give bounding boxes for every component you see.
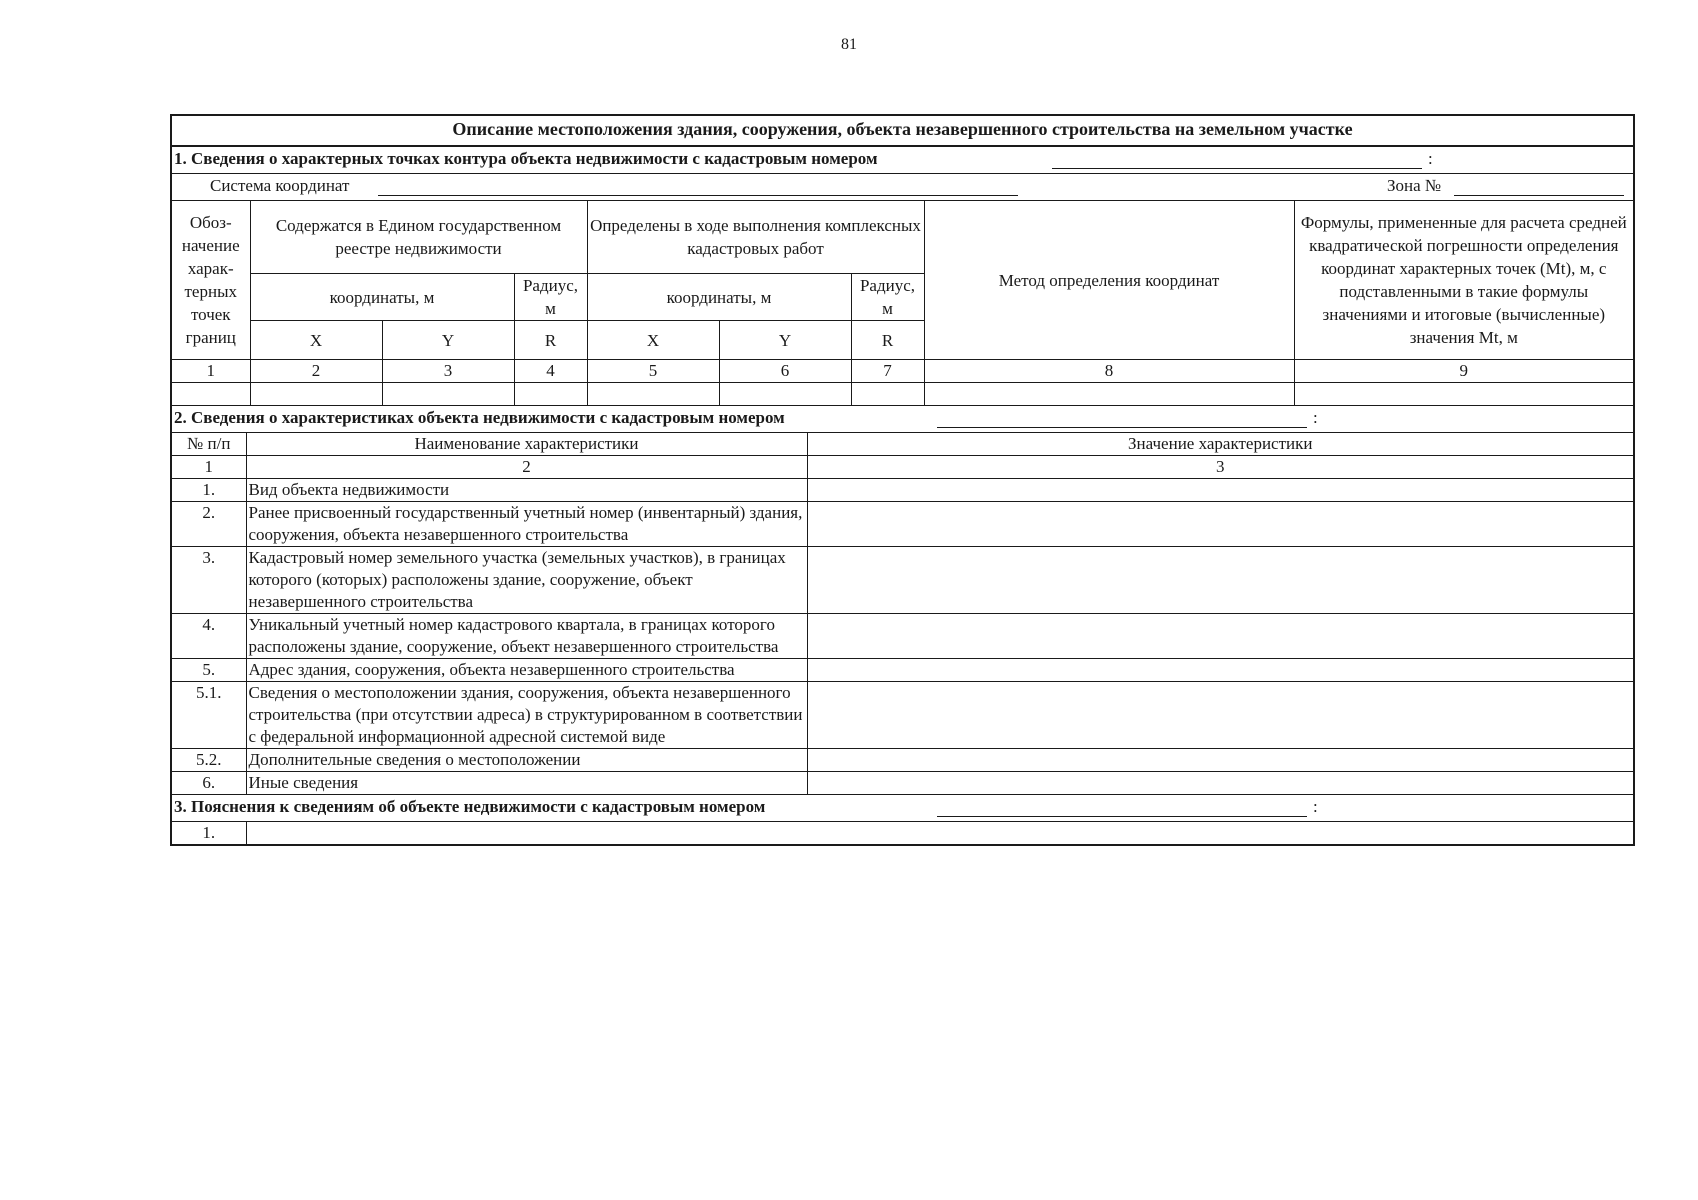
section1-heading-cell: [172, 147, 1633, 174]
empty-cell[interactable]: [172, 383, 250, 406]
col-num-header: № п/п: [172, 433, 246, 456]
section1-heading: 1. Сведения о характерных точках контура объекта недвижимости с кадастровым номером: [174, 149, 878, 168]
coords-label-kkr: координаты, м: [587, 274, 851, 321]
col-method: Метод определения координат: [924, 201, 1294, 360]
empty-cell[interactable]: [1294, 383, 1633, 406]
row-number: 2.: [172, 502, 246, 547]
empty-cell[interactable]: [924, 383, 1294, 406]
characteristic-value[interactable]: [807, 659, 1633, 682]
col-y-egrn: Y: [382, 321, 514, 360]
col-value-header: Значение характеристики: [807, 433, 1633, 456]
col-r-egrn: R: [514, 321, 587, 360]
empty-cell[interactable]: [851, 383, 924, 406]
row-number: 1.: [172, 822, 246, 845]
col-number: 2: [246, 456, 807, 479]
characteristic-name: Вид объекта недвижимости: [246, 479, 807, 502]
radius-label-egrn: Радиус, м: [514, 274, 587, 321]
row-number: 6.: [172, 772, 246, 795]
col-number: 3: [382, 360, 514, 383]
section2-table: [172, 406, 1633, 795]
characteristic-name: Уникальный учетный номер кадастрового квартала, в границах которого расположены здание, сооружение, объект незавершенного строительства: [246, 614, 807, 659]
zone-field[interactable]: [1454, 177, 1624, 196]
empty-cell[interactable]: [250, 383, 382, 406]
col-number: 5: [587, 360, 719, 383]
col-number: 4: [514, 360, 587, 383]
characteristic-value[interactable]: [807, 479, 1633, 502]
form-title: Описание местоположения здания, сооружения, объекта незавершенного строительства на земельном участке: [172, 116, 1633, 147]
col-r-kkr: R: [851, 321, 924, 360]
section3-table: [172, 795, 1633, 844]
section2-heading: 2. Сведения о характеристиках объекта недвижимости с кадастровым номером: [174, 408, 785, 427]
characteristic-value[interactable]: [807, 682, 1633, 749]
characteristic-name: Дополнительные сведения о местоположении: [246, 749, 807, 772]
section3-heading: 3. Пояснения к сведениям об объекте недвижимости с кадастровым номером: [174, 797, 766, 816]
characteristic-value[interactable]: [807, 547, 1633, 614]
col-number: 1: [172, 456, 246, 479]
form-frame: [170, 114, 1635, 846]
col-number: 9: [1294, 360, 1633, 383]
section3-heading-cell: [172, 795, 1633, 822]
characteristic-name: Иные сведения: [246, 772, 807, 795]
coord-system-field[interactable]: [378, 177, 1018, 196]
col-number: 2: [250, 360, 382, 383]
row-number: 5.2.: [172, 749, 246, 772]
section1-colon: :: [1428, 149, 1433, 168]
radius-label-kkr: Радиус, м: [851, 274, 924, 321]
characteristic-value[interactable]: [807, 502, 1633, 547]
row-number: 4.: [172, 614, 246, 659]
col-formulas: Формулы, примененные для расчета средней квадратической погрешности определения координат характерных точек (Mt), м, с подставленными в такие формулы значениями и итоговые (вычисленные) значения Mt, м: [1294, 201, 1633, 360]
row-number: 5.: [172, 659, 246, 682]
col-kkr: Определены в ходе выполнения комплексных кадастровых работ: [587, 201, 924, 274]
col-number: 6: [719, 360, 851, 383]
col-name-header: Наименование характеристики: [246, 433, 807, 456]
cadastral-number-field-1[interactable]: [1052, 150, 1422, 169]
col-egrn: Содержатся в Едином государственном реестре недвижимости: [250, 201, 587, 274]
section2-heading-cell: [172, 406, 1633, 433]
page-number: 81: [841, 36, 857, 53]
characteristic-name: Кадастровый номер земельного участка (земельных участков), в границах которого (которых) расположены здание, сооружение, объект незавершенного строительства: [246, 547, 807, 614]
col-number: 3: [807, 456, 1633, 479]
characteristic-value[interactable]: [807, 772, 1633, 795]
col-number: 8: [924, 360, 1294, 383]
characteristic-value[interactable]: [807, 749, 1633, 772]
cadastral-number-field-2[interactable]: [937, 409, 1307, 428]
col-number: 7: [851, 360, 924, 383]
characteristic-name: Адрес здания, сооружения, объекта незавершенного строительства: [246, 659, 807, 682]
coord-system-row: [172, 174, 1633, 201]
empty-cell[interactable]: [587, 383, 719, 406]
section3-colon: :: [1313, 797, 1318, 816]
section2-colon: :: [1313, 408, 1318, 427]
col-number: 1: [172, 360, 250, 383]
row-number: 1.: [172, 479, 246, 502]
col-designation: Обоз-начение харак-терных точек границ: [172, 201, 250, 360]
col-x-kkr: X: [587, 321, 719, 360]
empty-cell[interactable]: [719, 383, 851, 406]
row-number: 5.1.: [172, 682, 246, 749]
coords-label-egrn: координаты, м: [250, 274, 514, 321]
empty-cell[interactable]: [514, 383, 587, 406]
characteristic-name: Сведения о местоположении здания, сооружения, объекта незавершенного строительства (при отсутствии адреса) в структурированном в соответствии с федеральной информационной адресной системой виде: [246, 682, 807, 749]
characteristic-name: Ранее присвоенный государственный учетный номер (инвентарный) здания, сооружения, объекта незавершенного строительства: [246, 502, 807, 547]
section1-table: [172, 147, 1633, 406]
explanation-cell[interactable]: [246, 822, 1633, 845]
col-x-egrn: X: [250, 321, 382, 360]
coord-system-label: Система координат: [210, 176, 350, 195]
characteristic-value[interactable]: [807, 614, 1633, 659]
zone-label: Зона №: [1387, 176, 1442, 195]
row-number: 3.: [172, 547, 246, 614]
cadastral-number-field-3[interactable]: [937, 798, 1307, 817]
col-y-kkr: Y: [719, 321, 851, 360]
empty-cell[interactable]: [382, 383, 514, 406]
